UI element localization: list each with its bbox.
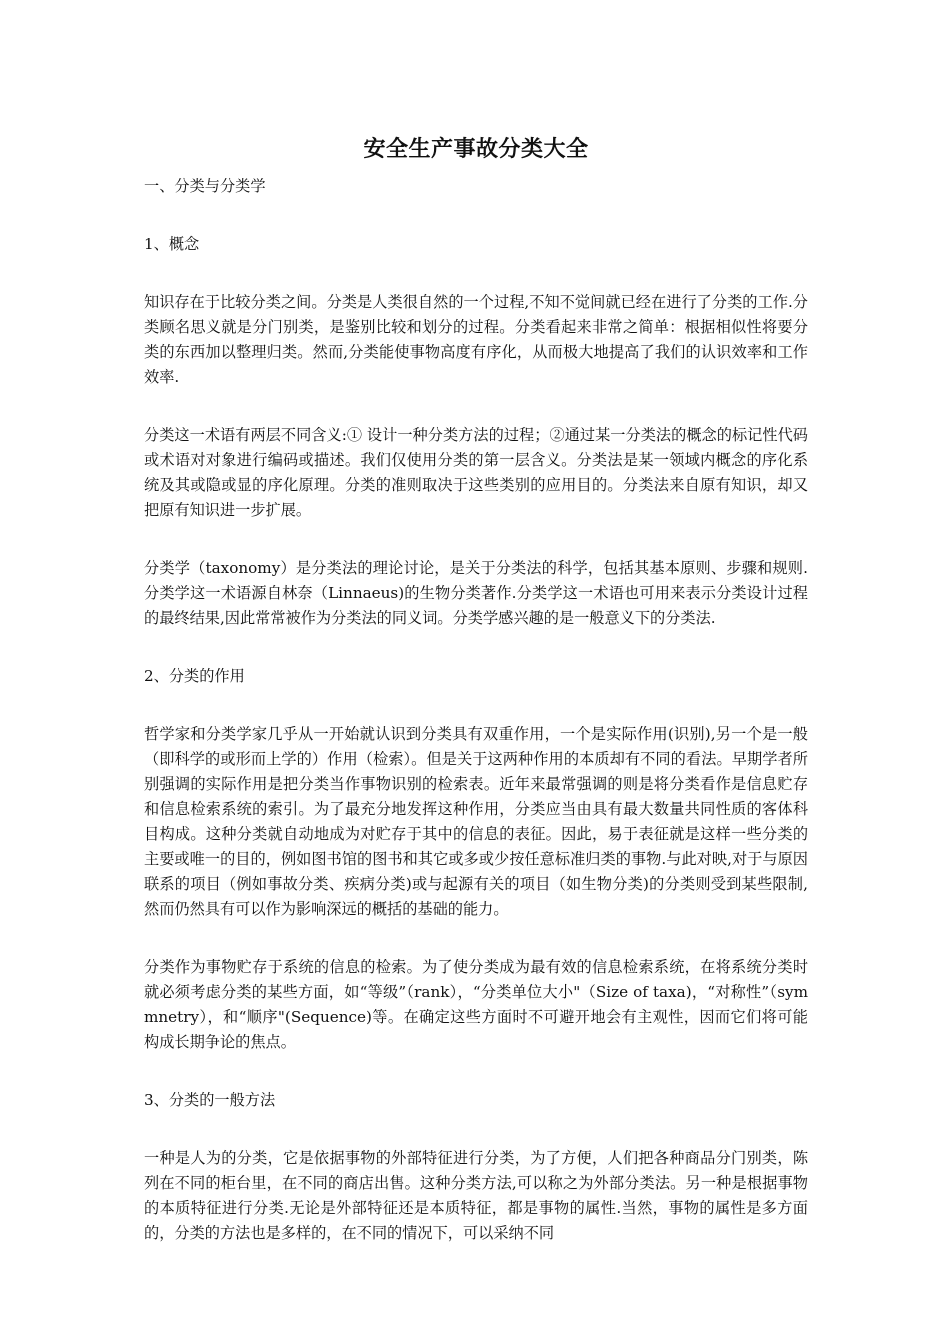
document-body [144, 128, 808, 1246]
subsection-heading-function: 2、分类的作用 [144, 667, 245, 685]
paragraph: 分类学（taxonomy）是分类法的理论讨论，是关于分类法的科学，包括其基本原则、步骤和规则.分类学这一术语源自林奈（Linnaeus)的生物分类著作.分类学这一术语也可用来表示分类设计过程的最终结果,因此常常被作为分类法的同义词。分类学感兴趣的是一般意义下的分类法. [144, 559, 808, 627]
paragraph-gap [144, 689, 808, 722]
section-heading: 一、分类与分类学 [144, 177, 266, 195]
paragraph-gap [144, 199, 808, 232]
paragraph-gap [144, 390, 808, 423]
paragraph: 哲学家和分类学家几乎从一开始就认识到分类具有双重作用，一个是实际作用(识别),另一个是一般（即科学的或形而上学的）作用（检索）。但是关于这两种作用的本质却有不同的看法。早期学者所别强调的实际作用是把分类当作事物识别的检索表。近年来最常强调的则是将分类看作是信息贮存和信息检索系统的索引。为了最充分地发挥这种作用，分类应当由具有最大数量共同性质的客体科目构成。这种分类就自动地成为对贮存于其中的信息的表征。因此，易于表征就是这样一些分类的主要或唯一的目的，例如图书馆的图书和其它或多或少按任意标准归类的事物.与此对映,对于与原因联系的项目（例如事故分类、疾病分类)或与起源有关的项目（如生物分类)的分类则受到某些限制,然而仍然具有可以作为影响深远的概括的基础的能力。 [144, 725, 808, 918]
paragraph: 分类作为事物贮存于系统的信息的检索。为了使分类成为最有效的信息检索系统，在将系统分类时就必须考虑分类的某些方面，如“等级”（rank），“分类单位大小"（Size of taxa)，“对称性”（symmnetry），和“顺序"(Sequence)等。在确定这些方面时不可避开地会有主观性，因而它们将可能构成长期争论的焦点。 [144, 958, 808, 1051]
paragraph: 一种是人为的分类，它是依据事物的外部特征进行分类，为了方便，人们把各种商品分门别类，陈列在不同的柜台里，在不同的商店出售。这种分类方法,可以称之为外部分类法。另一种是根据事物的本质特征进行分类.无论是外部特征还是本质特征，都是事物的属性.当然，事物的属性是多方面的，分类的方法也是多样的，在不同的情况下，可以采纳不同 [144, 1149, 808, 1242]
paragraph: 分类这一术语有两层不同含义:① 设计一种分类方法的过程；②通过某一分类法的概念的标记性代码或术语对对象进行编码或描述。我们仅使用分类的第一层含义。分类法是某一领域内概念的序化系统及其或隐或显的序化原理。分类的准则取决于这些类别的应用目的。分类法来自原有知识，却又把原有知识进一步扩展。 [144, 426, 808, 519]
document-title: 安全生产事故分类大全 [363, 137, 589, 162]
paragraph-gap [144, 631, 808, 664]
subsection-heading-concept: 1、概念 [144, 235, 200, 253]
paragraph-gap [144, 523, 808, 556]
subsection-heading-methods: 3、分类的一般方法 [144, 1091, 276, 1109]
paragraph-gap [144, 922, 808, 955]
paragraph-gap [144, 1055, 808, 1088]
paragraph-gap [144, 257, 808, 290]
paragraph: 知识存在于比较分类之间。分类是人类很自然的一个过程,不知不觉间就已经在进行了分类的工作.分类顾名思义就是分门别类，是鉴别比较和划分的过程。分类看起来非常之简单：根据相似性将要分类的东西加以整理归类。然而,分类能使事物高度有序化，从而极大地提高了我们的认识效率和工作效率. [144, 293, 808, 386]
paragraph-gap [144, 1113, 808, 1146]
